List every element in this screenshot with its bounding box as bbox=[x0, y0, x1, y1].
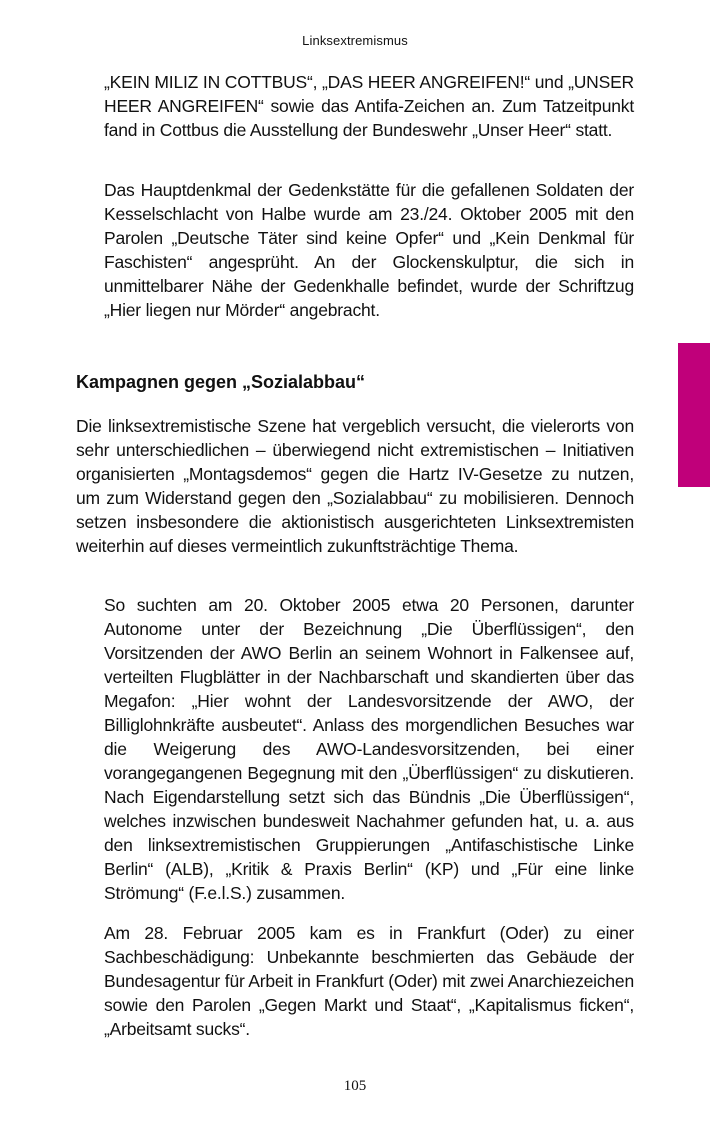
paragraph-ueberfluessigen: So suchten am 20. Oktober 2005 etwa 20 Personen, darunter Autonome unter der Bezeichnung „Die Überflüssigen“, den Vorsitzenden der AWO Berlin an seinem Wohnort in Falkensee auf, verteilten Flugblätter in der Nachbarschaft und skandierten über das Megafon: „Hier wohnt der Landesvorsitzende der AWO, der Billiglohnkräfte ausbeutet“. Anlass des morgendlichen Besuches war die Weigerung des AWO-Landesvorsitzenden, bei einer vorangegangenen Begegnung mit den „Überflüssigen“ zu diskutieren. Nach Eigendarstellung setzt sich das Bündnis „Die Überflüssigen“, welches inzwischen bundesweit Nachahmer gefunden hat, u. a. aus den linksextremistischen Gruppierungen „Antifaschistische Linke Berlin“ (ALB), „Kritik & Praxis Berlin“ (KP) und „Für eine linke Strömung“ (F.e.l.S.) zusammen. bbox=[104, 595, 634, 903]
paragraph-intro-sozialabbau: Die linksextremistische Szene hat vergeblich versucht, die vielerorts von sehr unterschiedlichen – überwiegend nicht extremistischen – Initiativen organisierten „Montagsdemos“ gegen die Hartz IV-Gesetze zu nutzen, um zum Widerstand gegen den „Sozialabbau“ zu mobilisieren. Dennoch setzen insbesondere die aktionistisch ausgerichteten Linksextremisten weiterhin auf dieses vermeintlich zukunftsträchtige Thema. bbox=[76, 416, 634, 556]
paragraph-frankfurt-oder: Am 28. Februar 2005 kam es in Frankfurt (Oder) zu einer Sachbeschädigung: Unbekannte beschmierten das Gebäude der Bundesagentur für Arbeit in Frankfurt (Oder) mit zwei Anarchiezeichen sowie den Parolen „Gegen Markt und Staat“, „Kapitalismus ficken“, „Arbeitsamt sucks“. bbox=[104, 923, 634, 1039]
page-number: 105 bbox=[343, 1078, 367, 1094]
paragraph-cottbus: „KEIN MILIZ IN COTTBUS“, „DAS HEER ANGREIFEN!“ und „UNSER HEER ANGREIFEN“ sowie das Antifa-Zeichen an. Zum Tatzeitpunkt fand in Cottbus die Ausstellung der Bundeswehr „Unser Heer“ statt. bbox=[104, 72, 634, 140]
chapter-tab-marker bbox=[678, 343, 710, 487]
section-heading: Kampagnen gegen „Sozialabbau“ bbox=[76, 372, 366, 392]
paragraph-halbe: Das Hauptdenkmal der Gedenkstätte für die gefallenen Soldaten der Kesselschlacht von Halbe wurde am 23./24. Oktober 2005 mit den Parolen „Deutsche Täter sind keine Opfer“ und „Kein Denkmal für Faschisten“ angesprüht. An der Glockenskulptur, die sich in unmittelbarer Nähe der Gedenkhalle befindet, wurde der Schriftzug „Hier liegen nur Mörder“ angebracht. bbox=[104, 180, 634, 320]
running-header: Linksextremismus bbox=[302, 33, 408, 48]
